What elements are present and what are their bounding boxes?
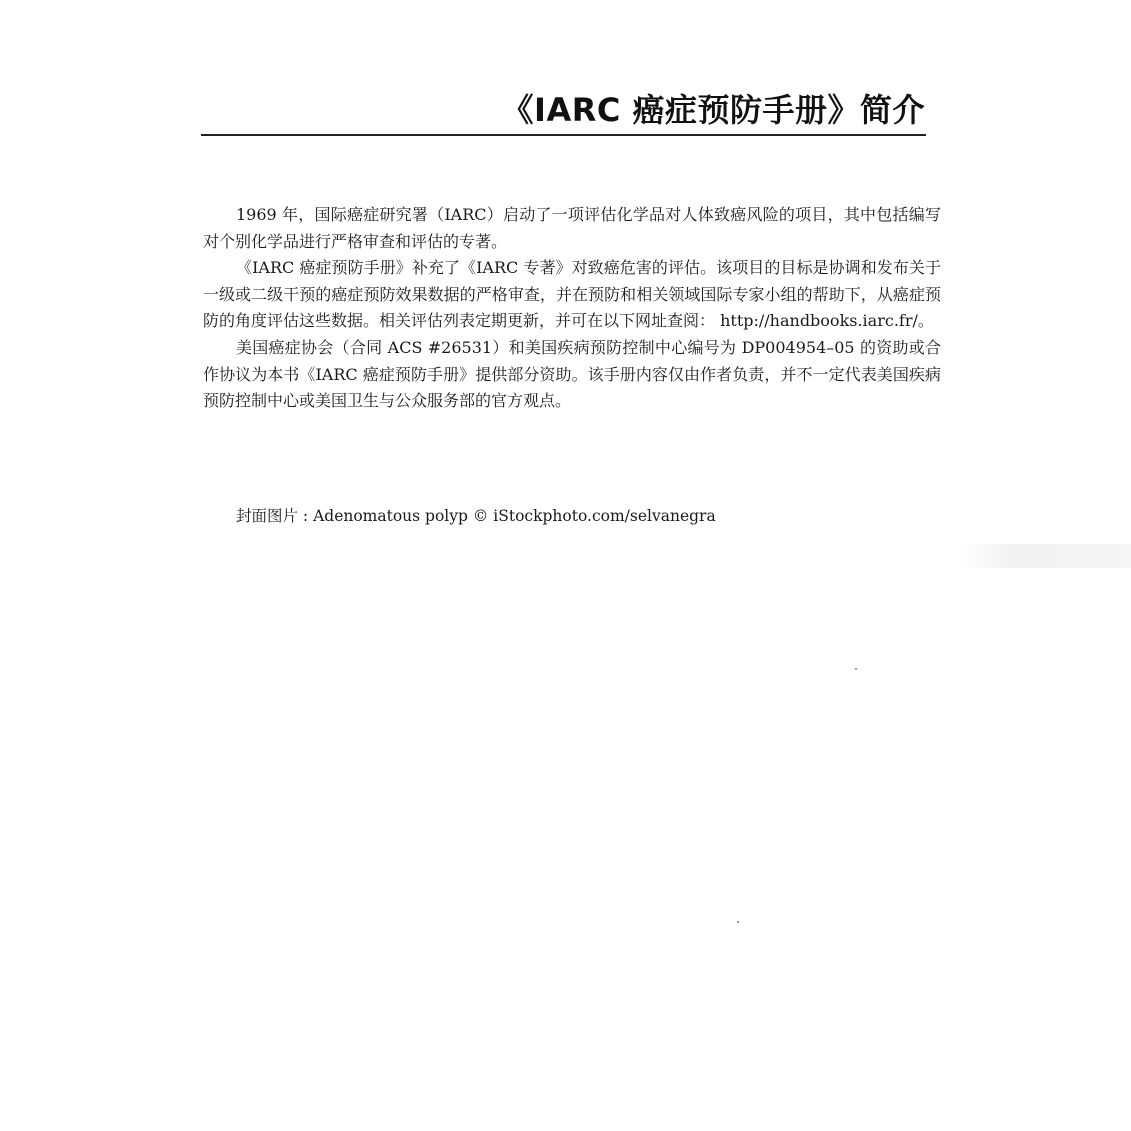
paragraph-iarc-history: 1969 年，国际癌症研究署（IARC）启动了一项评估化学品对人体致癌风险的项目，其中包括编写对个别化学品进行严格审查和评估的专著。: [203, 205, 941, 251]
paragraph-funding: 美国癌症协会（合同 ACS #26531）和美国疾病预防控制中心编号为 DP004954–05 的资助或合作协议为本书《IARC 癌症预防手册》提供部分资助。该手册内容仅由作者负责，并不一定代表美国疾病预防控制中心或美国卫生与公众服务部的官方观点。: [203, 337, 941, 411]
paragraph-handbooks-purpose: 《IARC 癌症预防手册》补充了《IARC 专著》对致癌危害的评估。该项目的目标是协调和发布关于一级或二级干预的癌症预防效果数据的严格审查，并在预防和相关领域国际专家小组的帮助下，从癌症预防的角度评估这些数据。相关评估列表定期更新，并可在以下网址查阅： http://handbooks.iarc.fr/。: [203, 258, 941, 331]
scan-speck: [855, 668, 857, 670]
page-title: 《IARC 癌症预防手册》简介: [501, 91, 925, 129]
intro-body: [203, 202, 941, 415]
scan-speck: [737, 921, 739, 923]
scan-artifact: [960, 544, 1131, 568]
cover-image-credit: 封面图片 : Adenomatous polyp © iStockphoto.com/selvanegra: [236, 507, 716, 525]
title-underline: [201, 134, 926, 136]
